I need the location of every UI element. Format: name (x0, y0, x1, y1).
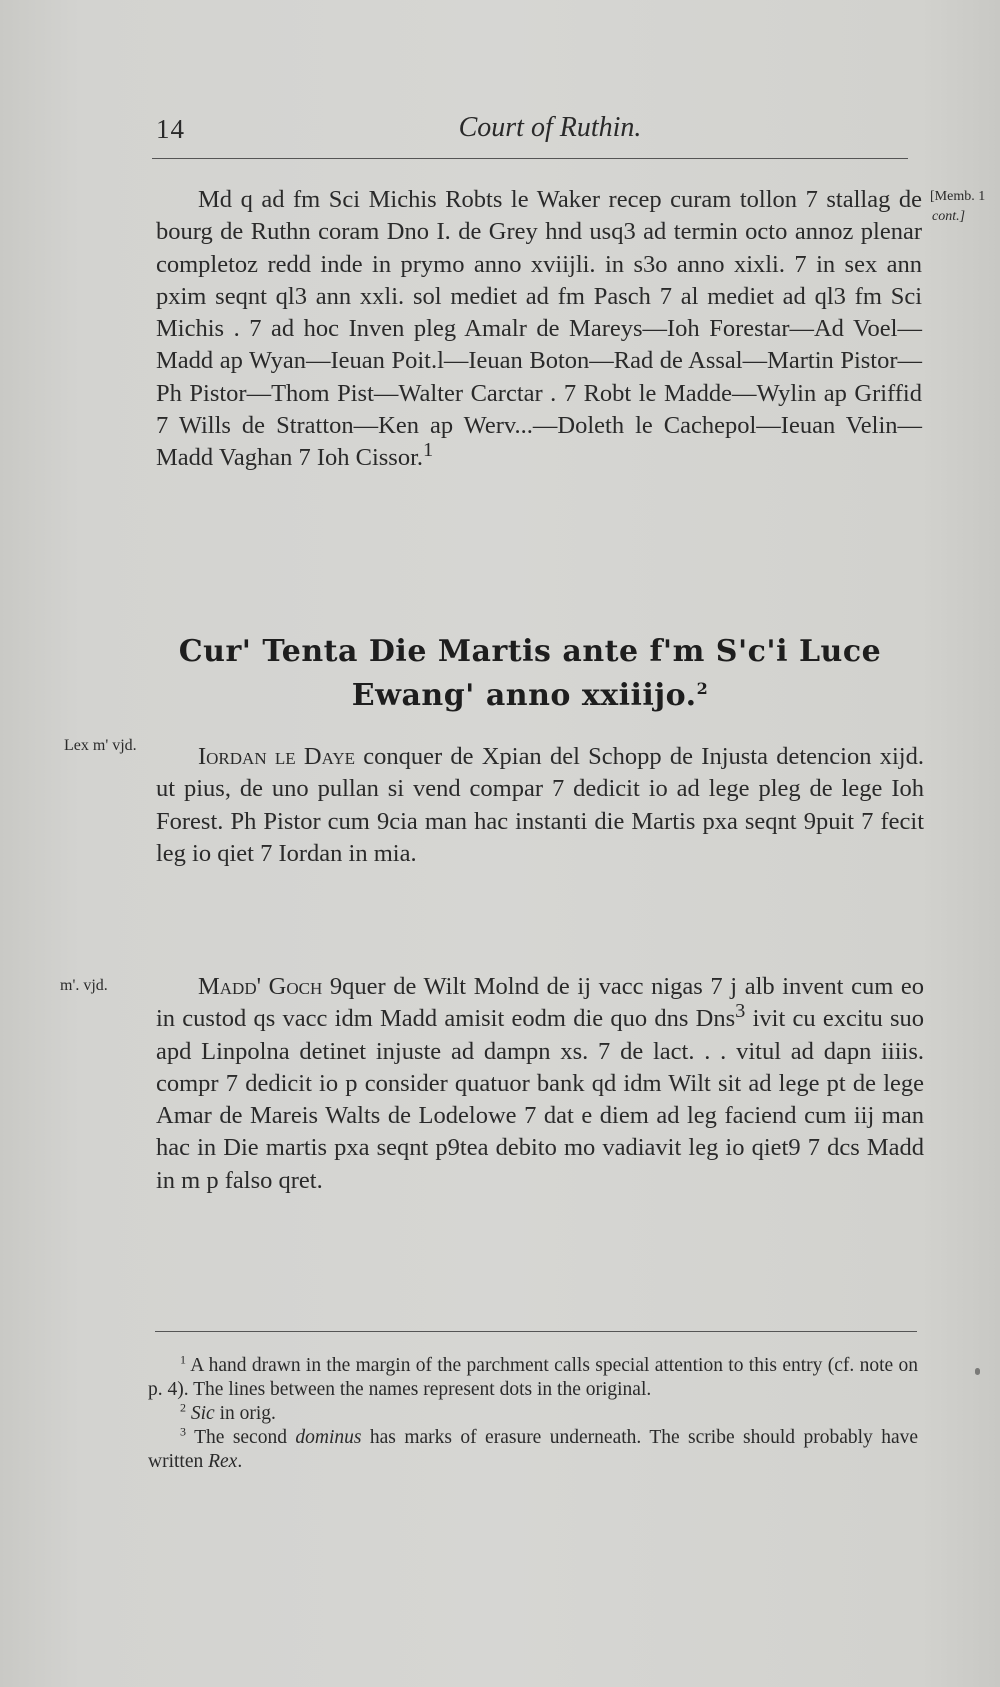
footnote-ref-2: 2 (696, 679, 709, 698)
entry-3-text: 9quer de Wilt Molnd de ij vacc nigas 7 j alb invent cum eo in custod qs vacc idm Madd amisit eodm die quo dns Dns (156, 973, 924, 1033)
footnote-2-num: 2 (180, 1400, 186, 1415)
entry-3-text-after: ivit cu excitu suo apd Linpolna detinet injuste ad dampn xs. 7 de lact. . . vitul ad dapn iiiis. compr 7 dedicit io p consider quatuor bank qd idm Wilt sit ad lege pt de lege Amar de Mareis Walts de Lodelowe 7 dat e diem ad leg faciend cum iij man hac in Die martis pxa seqnt p9tea debito mo vadiavit leg io qiet9 7 dcs Madd in m p falso qret. (156, 1005, 924, 1194)
court-heading-text: Cur' Tenta Die Martis ante f'm S'c'i Luce Ewang' anno xxiiijo. (178, 634, 882, 713)
footnote-2 (148, 1402, 918, 1426)
header-rule (152, 158, 908, 159)
footnote-3-text-end: . (237, 1451, 243, 1472)
entry-paragraph-1 (156, 184, 922, 475)
footnote-3-italic-2: Rex (208, 1451, 238, 1472)
footnote-3-text: has marks of erasure underneath. The scribe should probably have written (148, 1427, 919, 1472)
page-speck (975, 1368, 980, 1375)
margin-note-lex: Lex m' vjd. (64, 737, 137, 754)
running-title: Court of Ruthin. (458, 112, 642, 143)
entry-3-lead: Madd' Goch (198, 973, 323, 1000)
footnotes (148, 1354, 918, 1474)
footnote-1 (148, 1354, 918, 1402)
margin-note-m: m'. vjd. (60, 977, 108, 994)
footnote-rule (155, 1331, 917, 1332)
footnote-2-italic: Sic (190, 1403, 215, 1424)
footnote-2-text: in orig. (214, 1403, 276, 1424)
footnote-3-num: 3 (180, 1424, 186, 1439)
page-number: 14 (156, 114, 185, 144)
footnote-ref-1: 1 (423, 439, 434, 462)
footnote-3-italic: dominus (295, 1427, 362, 1448)
membrane-margin-note (930, 187, 985, 227)
entry-paragraph-3 (156, 971, 924, 1197)
running-head (150, 110, 910, 150)
entry-1-text: Md q ad fm Sci Michis Robts le Waker recep curam tollon 7 stallag de bourg de Ruthn coram Dno I. de Grey hnd usq3 ad termin octo annoz plenar completoz redd inde in prymo anno xviijli. in s3o anno xixli. 7 in sex ann pxim seqnt ql3 ann xxli. sol mediet ad fm Pasch 7 al mediet ad ql3 fm Sci Michis . 7 ad hoc Inven pleg Amalr de Mareys—Ioh Forestar—Ad Voel—Madd ap Wyan—Ieuan Poit.l—Ieuan Boton—Rad de Assal—Martin Pistor—Ph Pistor—Thom Pist—Walter Carctar . 7 Robt le Madde—Wylin ap Griffid 7 Wills de Stratton—Ken ap Werv...—Doleth le Cachepol—Ieuan Velin—Madd Vaghan 7 Ioh Cissor. (156, 186, 922, 472)
footnote-3 (148, 1426, 918, 1474)
entry-2-text: conquer de Xpian del Schopp de Injusta detencion xijd. ut pius, de uno pullan si vend compar 7 dedicit io ad lege pleg de lege Ioh Forest. Ph Pistor cum 9cia man hac instanti die Martis pxa seqnt 9puit 7 fecit leg io qiet 7 Iordan in mia. (156, 743, 924, 867)
footnote-3-text-before: The second (194, 1427, 296, 1448)
footnote-1-text: A hand drawn in the margin of the parchment calls special attention to this entry (cf. note on p. 4). The lines between the names represent dots in the original. (148, 1355, 918, 1400)
entry-paragraph-2 (156, 741, 924, 870)
court-heading (150, 630, 910, 718)
membrane-label: [Memb. 1 (930, 189, 986, 204)
membrane-cont: cont.] (932, 209, 966, 224)
footnote-1-num: 1 (180, 1352, 186, 1367)
footnote-ref-3: 3 (735, 1000, 746, 1023)
entry-2-lead: Iordan le Daye (198, 743, 355, 770)
